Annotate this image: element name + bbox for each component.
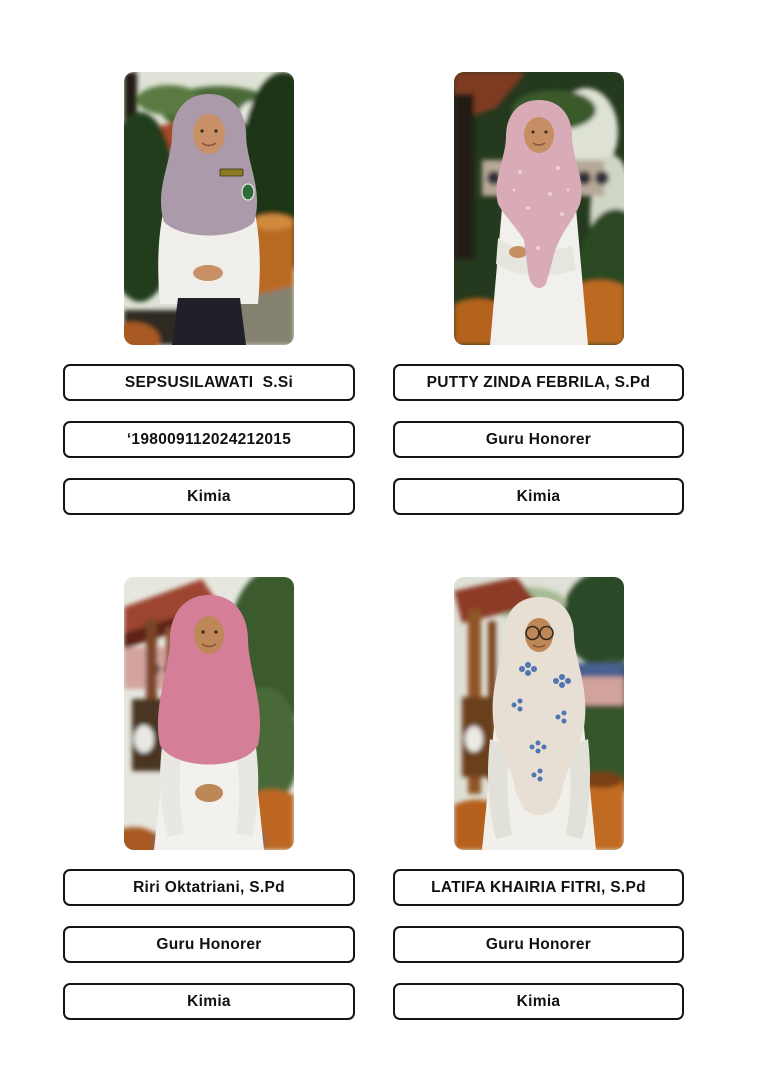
teacher-status: Guru Honorer bbox=[485, 430, 592, 448]
person-riri bbox=[154, 595, 264, 850]
status-box bbox=[63, 926, 355, 963]
teacher-subject: Kimia bbox=[187, 992, 231, 1010]
teacher-name: LATIFA KHAIRIA FITRI, S.Pd bbox=[431, 878, 646, 896]
photo-sepsusilawati bbox=[124, 72, 294, 345]
status-box bbox=[393, 926, 684, 963]
profile-card-sepsusilawati bbox=[63, 72, 355, 515]
name-tag bbox=[220, 169, 243, 176]
name-box bbox=[63, 869, 355, 906]
photo-putty bbox=[454, 72, 624, 345]
photo-illustration-riri bbox=[124, 577, 294, 850]
teacher-subject: Kimia bbox=[187, 487, 231, 505]
photo-illustration-putty bbox=[454, 72, 624, 345]
teacher-subject: Kimia bbox=[516, 487, 561, 505]
name-box bbox=[393, 364, 684, 401]
teacher-status: Guru Honorer bbox=[485, 935, 592, 953]
teacher-subject: Kimia bbox=[516, 992, 561, 1010]
teacher-status: Guru Honorer bbox=[156, 935, 262, 953]
nip-box bbox=[63, 421, 355, 458]
subject-box bbox=[63, 478, 355, 515]
name-box bbox=[63, 364, 355, 401]
profile-card-latifa bbox=[393, 577, 684, 1020]
status-box bbox=[393, 421, 684, 458]
subject-box bbox=[393, 478, 684, 515]
teacher-name: PUTTY ZINDA FEBRILA, S.Pd bbox=[426, 373, 651, 391]
photo-riri bbox=[124, 577, 294, 850]
photo-illustration-latifa bbox=[454, 577, 624, 850]
teacher-nip: ‘198009112024212015 bbox=[126, 430, 292, 448]
name-box bbox=[393, 869, 684, 906]
subject-box bbox=[63, 983, 355, 1020]
profile-card-putty bbox=[393, 72, 684, 515]
teacher-name: Riri Oktatriani, S.Pd bbox=[133, 878, 285, 896]
profile-card-riri bbox=[63, 577, 355, 1020]
photo-illustration-sepsusilawati bbox=[124, 72, 294, 345]
subject-box bbox=[393, 983, 684, 1020]
uniform-badge bbox=[242, 184, 254, 200]
photo-latifa bbox=[454, 577, 624, 850]
teacher-name: SEPSUSILAWATI S.Si bbox=[124, 373, 294, 391]
